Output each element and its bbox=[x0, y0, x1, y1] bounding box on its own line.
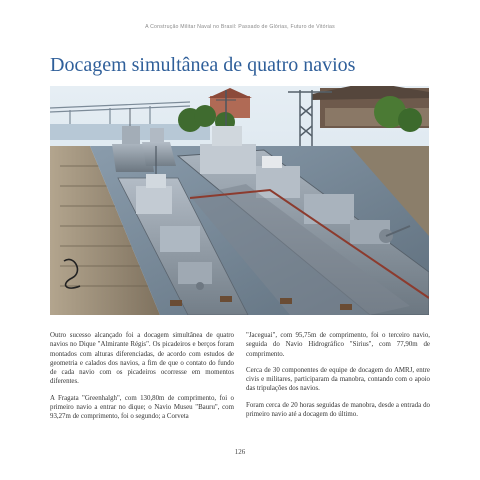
drydock-photo bbox=[50, 86, 429, 315]
drydock-illustration bbox=[50, 86, 429, 315]
paragraph: "Jaceguai", com 95,75m de comprimento, foi o terceiro navio, seguida do Navio Hidrográfico "Sirius", com 77,90m de comprimento. bbox=[246, 332, 430, 358]
page-title: Docagem simultânea de quatro navios bbox=[50, 54, 356, 76]
page-number: 126 bbox=[234, 448, 246, 456]
paragraph: Foram cerca de 20 horas seguidas de manobra, desde a entrada do primeiro navio até a docagem do último. bbox=[246, 401, 430, 418]
paragraph: Outro sucesso alcançado foi a docagem simultânea de quatro navios no Dique "Almirante Régis". Os picadeiros e berços foram montados com alturas diferenciadas, de acordo com estudos de geometria e calados dos navios, a fim de que o contato do fundo de cada navio com os picadeiros ocorresse em momentos diferentes. bbox=[50, 332, 234, 386]
paragraph: A Fragata "Greenhalgh", com 130,80m de comprimento, foi o primeiro navio a entrar no dique; o Navio Museu "Bauru", com 93,27m de comprimento, foi o segundo; a Corveta bbox=[50, 394, 234, 420]
column-right bbox=[246, 331, 430, 428]
article-body bbox=[50, 331, 430, 428]
column-left bbox=[50, 331, 234, 428]
paragraph: Cerca de 30 componentes de equipe de docagem do AMRJ, entre civis e militares, participaram da manobra, contando com o apoio das tripulações dos navios. bbox=[246, 366, 430, 393]
running-header: A Construção Militar Naval no Brasil: Passado de Glórias, Futuro de Vitórias bbox=[145, 24, 335, 30]
